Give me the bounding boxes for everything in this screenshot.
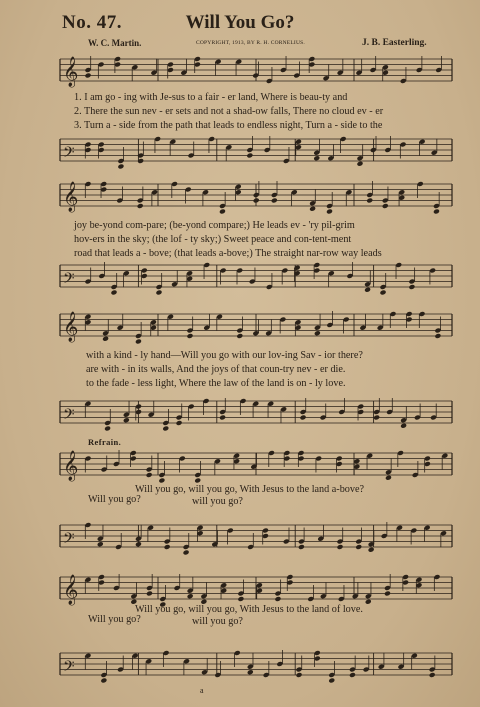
- verse-2-line-3: are with - in its walls, And the joys of that coun-try nev - er die.: [86, 364, 346, 375]
- svg-text:𝄢: 𝄢: [63, 144, 75, 165]
- staff-refrain-1-bass: [60, 518, 452, 554]
- author-credit: W. C. Martin.: [88, 38, 142, 48]
- refrain-1-lower-lyric-b: will you go?: [192, 496, 243, 507]
- refrain-2-upper-lyric: Will you go, will you go, With Jesus to the land of love.: [135, 604, 363, 615]
- svg-text:𝄢: 𝄢: [63, 406, 75, 427]
- svg-text:𝄞: 𝄞: [63, 451, 79, 481]
- refrain-2-lower-lyric-b: will you go?: [192, 616, 243, 627]
- svg-text:𝄞: 𝄞: [63, 182, 79, 212]
- composer-credit: J. B. Easterling.: [362, 38, 427, 48]
- svg-text:𝄞: 𝄞: [63, 57, 79, 87]
- staff-system-2-bass: [60, 256, 452, 296]
- verse-3-line-1: 3. Turn a - side from the path that leads to endless night, Turn a - side to the: [74, 120, 383, 131]
- svg-text:𝄢: 𝄢: [63, 270, 75, 291]
- staff-system-2-treble: [60, 175, 452, 215]
- copyright-notice: COPYRIGHT, 1913, BY R. H. CORNELIUS.: [196, 40, 305, 46]
- staff-system-3-treble: [60, 305, 452, 345]
- staff-system-1-bass: [60, 130, 452, 170]
- staff-refrain-1-treble: [60, 446, 452, 482]
- verse-2-line-2: hov-ers in the sky; (the lof - ty sky;) Sweet peace and con-tent-ment: [74, 234, 352, 245]
- refrain-label: Refrain.: [88, 437, 122, 447]
- verse-1-line-2: joy be-yond com-pare; (be-yond compare;) He leads ev - 'ry pil-grim: [74, 220, 355, 231]
- staff-system-3-bass: [60, 392, 452, 432]
- footnote-mark: a: [200, 686, 204, 695]
- hymn-title: Will You Go?: [185, 12, 295, 33]
- verse-3-line-2: road that leads a - bove; (that leads a-bove;) The straight nar-row way leads: [74, 248, 382, 259]
- refrain-2-lower-lyric-a: Will you go?: [88, 614, 141, 625]
- hymn-number: No. 47.: [62, 12, 122, 33]
- refrain-1-lower-lyric-a: Will you go?: [88, 494, 141, 505]
- svg-text:𝄢: 𝄢: [63, 530, 75, 551]
- svg-text:𝄞: 𝄞: [63, 575, 79, 605]
- svg-text:𝄞: 𝄞: [63, 312, 79, 342]
- refrain-1-upper-lyric: Will you go, will you go, With Jesus to the land a-bove?: [135, 484, 365, 495]
- verse-1-line-3: with a kind - ly hand—Will you go with our lov-ing Sav - ior there?: [86, 350, 363, 361]
- verse-3-line-3: to the fade - less light, Where the law of the land is on - ly love.: [86, 378, 346, 389]
- staff-refrain-2-bass: [60, 646, 452, 682]
- staff-refrain-2-treble: [60, 570, 452, 606]
- verse-2-line-1: 2. There the sun nev - er sets and not a shad-ow falls, There no cloud ev - er: [74, 106, 384, 117]
- verse-1-line-1: 1. I am go - ing with Je-sus to a fair - er land, Where is beau-ty and: [74, 92, 348, 103]
- svg-text:𝄢: 𝄢: [63, 658, 75, 679]
- staff-system-1-treble: [60, 50, 452, 90]
